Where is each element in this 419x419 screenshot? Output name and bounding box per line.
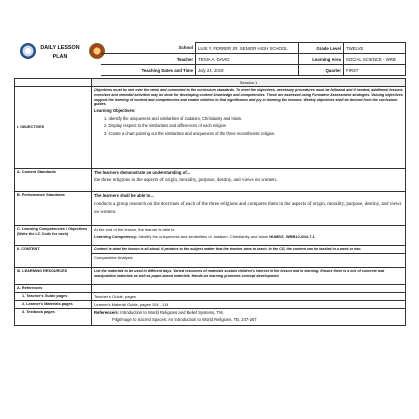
references-label: A. References <box>15 284 92 292</box>
performance-standards-label: B. Performance Standards <box>15 192 92 226</box>
textbook-reference-line <box>94 310 403 315</box>
references-row <box>15 284 406 292</box>
list-item: 3. Create a chart pointing out the similarities and uniqueness of the three monotheistic religion. <box>104 130 276 136</box>
textbook-cell <box>92 309 406 326</box>
lesson-plan-page <box>14 38 406 326</box>
list-item: 1. Identify the uniqueness and similarities of Judaism, Christianity and Islam. <box>104 116 243 122</box>
quarter-label: Quarter <box>299 65 344 76</box>
header-row <box>101 43 406 54</box>
performance-standards-row <box>15 192 406 226</box>
teaching-dates-value: July 24, 2019 <box>196 65 299 76</box>
competencies-label: C. Learning Competencies / Objectives (Write the LC Code for each) <box>15 226 92 246</box>
reference-text: Introduction to World Religions and Belief Systems, TM, <box>119 310 224 316</box>
learning-area-label: Learning Area <box>299 54 344 65</box>
resources-note: List the materials to be used in different days. Varied resources of materials sustain children's interest in the lesson and in learning. Ensure there is a mix of concrete and manipulative materials as well as paper-based materials. Hands-on learning promotes concept development. <box>92 267 406 284</box>
reference-heading: Reference/s: <box>94 310 120 316</box>
lesson-plan-table <box>14 78 406 326</box>
content-standards-cell <box>92 169 406 192</box>
objectives-cell <box>92 87 406 169</box>
school-value: LUIS Y. FERRER JR. SENIOR HIGH SCHOOL <box>196 43 299 54</box>
session-label: Session 1 <box>92 79 406 87</box>
teacher-value: TENIA A. DAVID <box>196 54 299 65</box>
competency-heading: Learning Competency: <box>94 234 138 240</box>
competencies-row <box>15 226 406 246</box>
quarter-value: FIRST <box>344 65 406 76</box>
resources-row <box>15 267 406 284</box>
session-blank-cell <box>15 79 92 87</box>
resources-label: III. LEARNING RESOURCES <box>15 267 92 284</box>
objectives-label: I. OBJECTIVES <box>15 87 92 169</box>
teachers-guide-row <box>15 292 406 300</box>
textbook-row <box>15 309 406 326</box>
textbook-label: 3. Textbook pages <box>15 309 92 326</box>
content-standards-body: the three religions in the aspects of origin, morality, purpose, destiny, and views on women. <box>94 177 278 183</box>
learners-materials-value: Learner's Material Guide, pages 104 - 114 <box>92 300 406 308</box>
content-note-row <box>15 246 406 254</box>
objectives-list <box>94 115 403 136</box>
teacher-label: Teacher <box>101 54 196 65</box>
content-standards-label: A. Content Standards <box>15 169 92 192</box>
teachers-guide-label: 1. Teacher's Guide pages <box>15 292 92 300</box>
learners-materials-row <box>15 300 406 308</box>
session-row <box>15 79 406 87</box>
teachers-guide-value: Teacher's Guide, pages <box>92 292 406 300</box>
objectives-row <box>15 87 406 169</box>
header-row <box>101 54 406 65</box>
performance-standards-heading: The learners shall be able to... <box>94 193 154 199</box>
content-label: II. CONTENT <box>15 246 92 268</box>
content-value: Comparative Analysis <box>92 253 406 267</box>
content-note: Content is what the lesson is all about. It pertains to the subject matter that the teacher aims to teach. In the CG, the content can be tackled in a week or two. <box>92 246 406 254</box>
grade-level-value: TWELVE <box>344 43 406 54</box>
learning-area-value: SOCIAL SCIENCE - WRB <box>344 54 406 65</box>
content-standards-row <box>15 169 406 192</box>
competencies-cell <box>92 226 406 246</box>
school-label: School <box>101 43 196 54</box>
competency-text: Identify the uniqueness and similarities of Judaism, Christianity and Islam <box>137 234 270 240</box>
header-info-table <box>101 42 406 76</box>
competencies-intro: At the end of the lesson, the learner is able to <box>94 227 175 233</box>
teaching-dates-label: Teaching Dates and Time <box>101 65 196 76</box>
header-row <box>101 65 406 76</box>
document-title: DAILY LESSON PLAN <box>40 45 80 60</box>
learning-objectives-heading: Learning Objectives: <box>94 107 136 113</box>
learners-materials-label: 2. Learner's Materials pages <box>15 300 92 308</box>
textbook-reference-line-2: Pilgrimage to Sacred Spaces: An Introduction to World Religions, TB, 247-267 <box>112 316 257 322</box>
lesson-plan-header <box>14 38 406 78</box>
competency-code: HUMSS_WRB12-I/Iiii-7.1 <box>269 234 315 240</box>
references-blank-cell <box>92 284 406 292</box>
content-standards-heading: The learners demonstrate an understanding of... <box>94 170 191 176</box>
performance-standards-cell <box>92 192 406 226</box>
competency-line <box>94 234 403 239</box>
list-item: 2. Display respect to the similarities and differences of each religion <box>104 123 227 129</box>
grade-level-label: Grade Level <box>299 43 344 54</box>
performance-standards-body: conducts a group research on the doctrines of each of the three religions and compares them in the aspects of origin, morality, purpose, destiny, and views on women. <box>94 201 402 216</box>
objectives-note: Objectives must be met over the week and connected to the curriculum standards. To meet the objectives, necessary procedures must be followed and if needed, additional lessons exercises and remedial activities may be done for developing content knowledge and competencies. These are assessed using Formative Assessment strategies. Valuing objectives support the learning of content and competencies and enable children to find significance and joy in learning the lessons. Weekly objectives shall be derived from the curriculum guides. <box>94 88 403 107</box>
